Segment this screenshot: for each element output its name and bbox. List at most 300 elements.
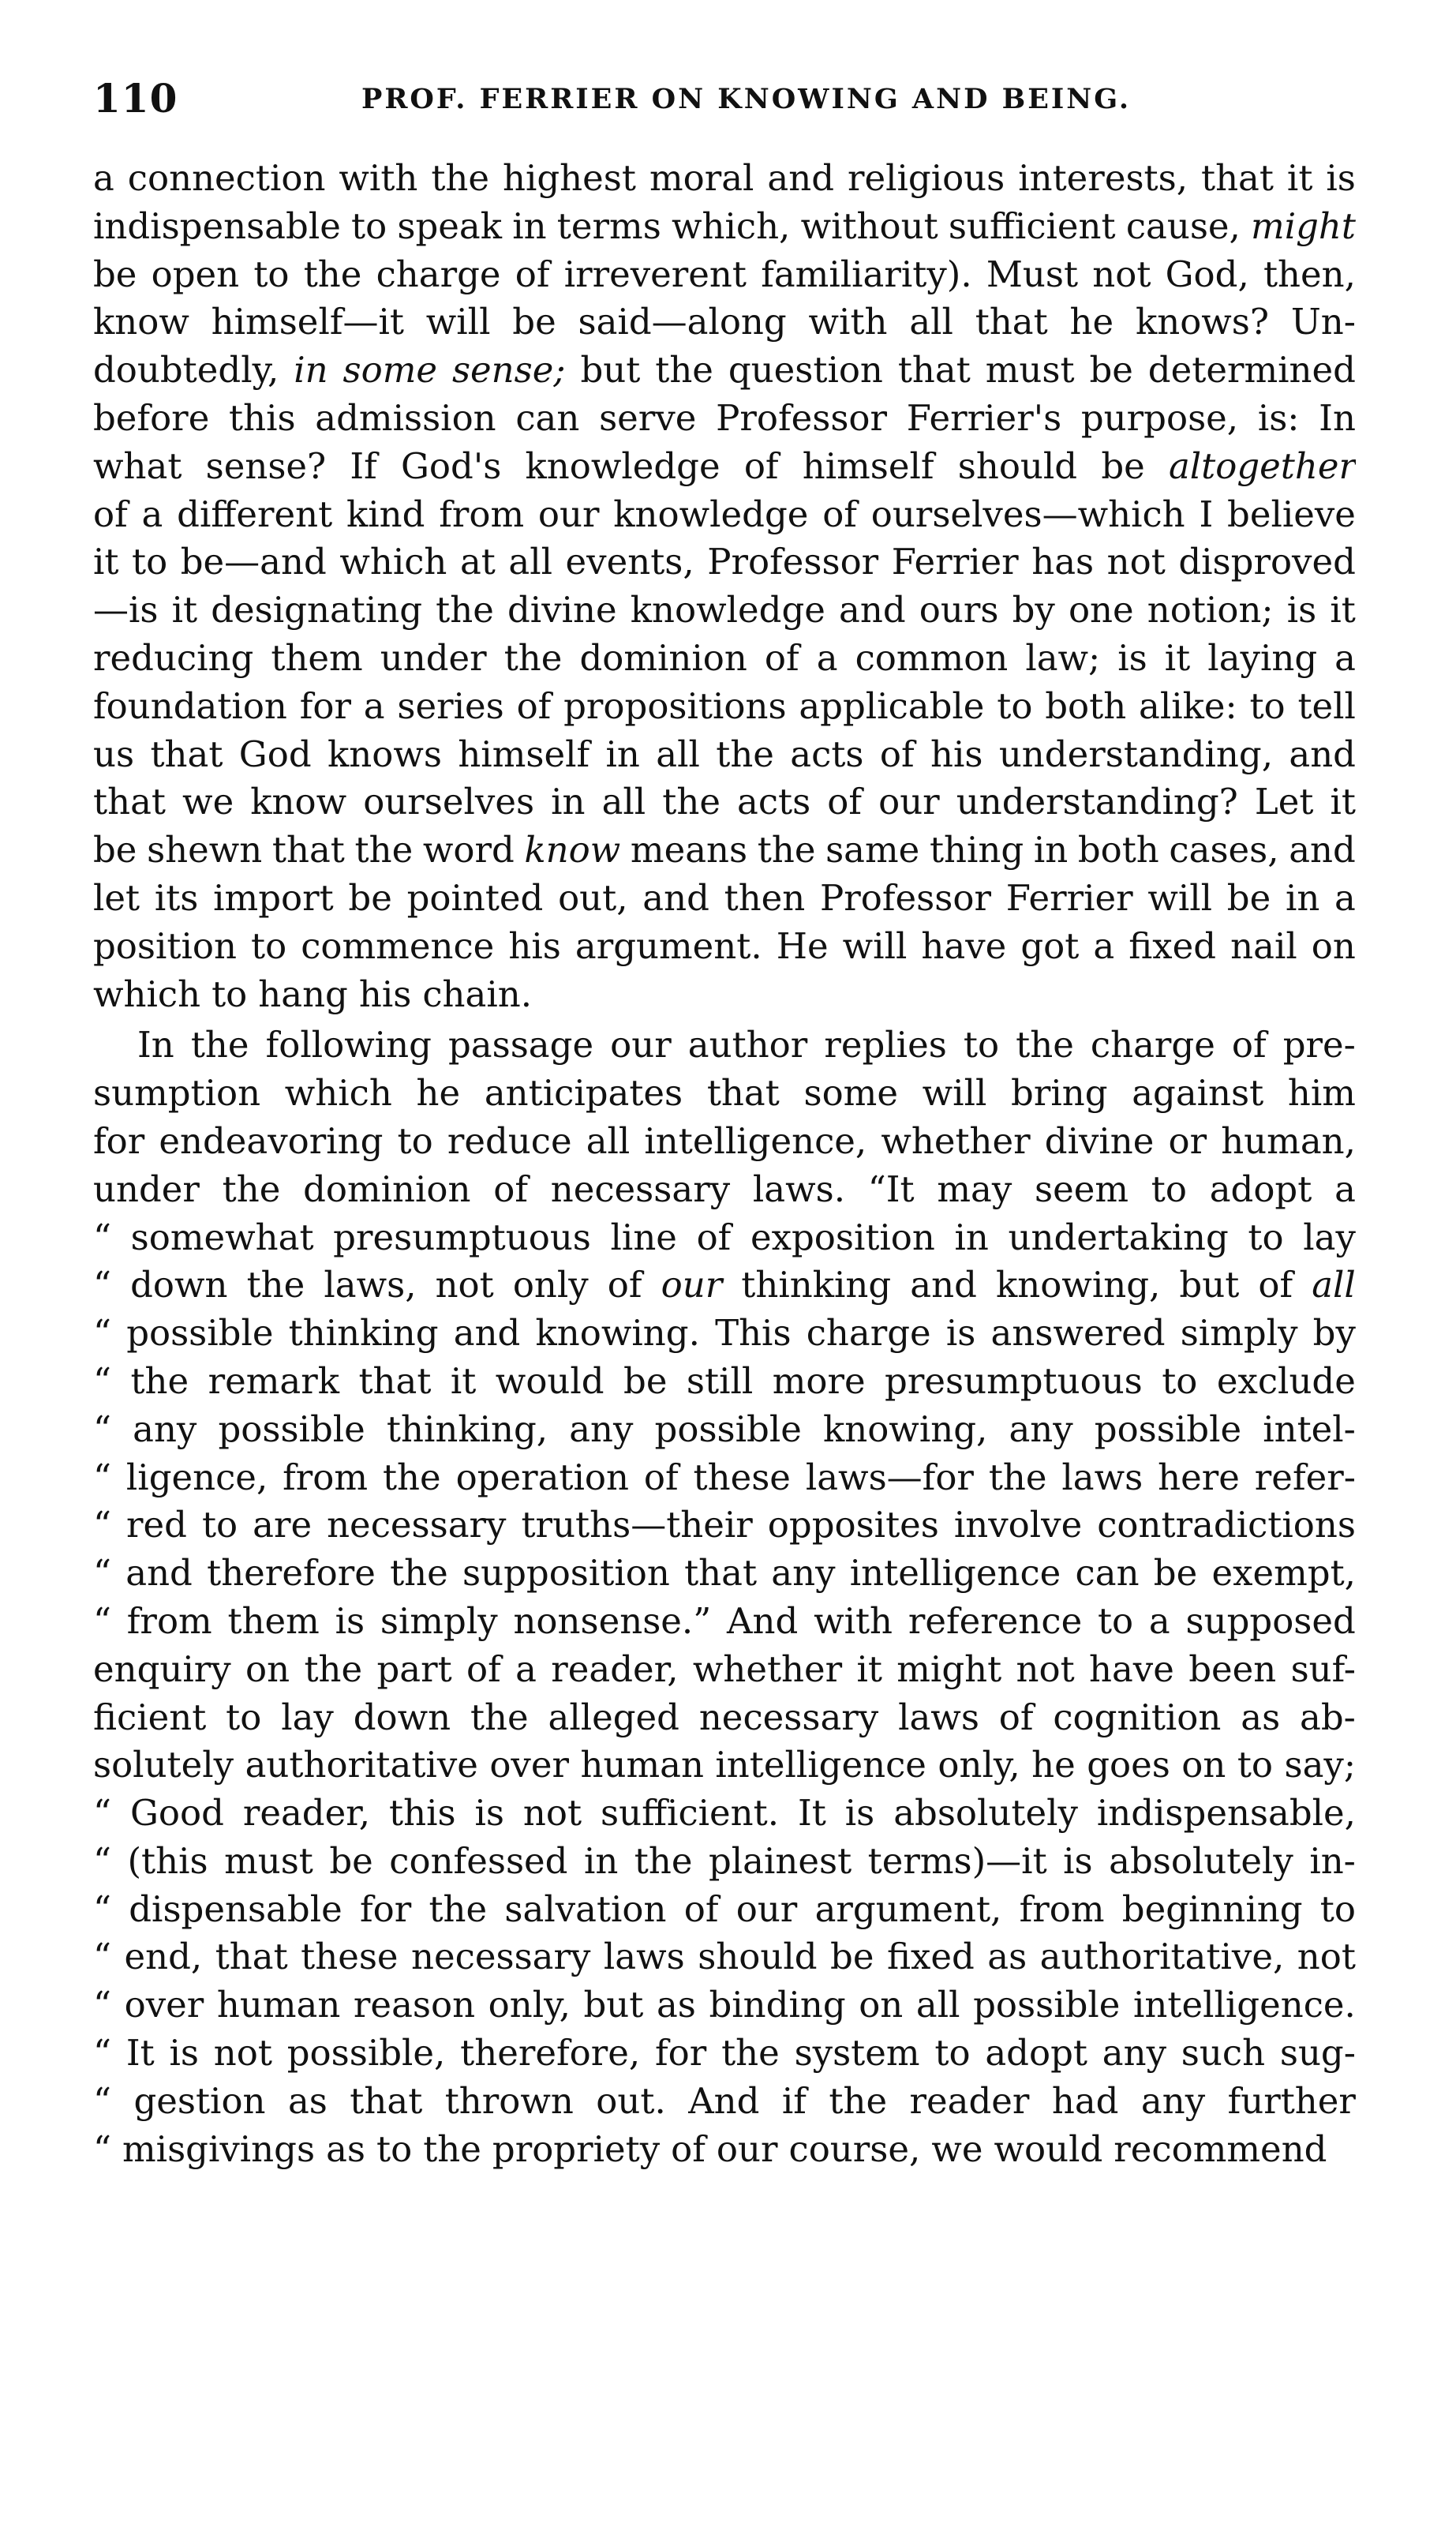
word: irreverent bbox=[563, 253, 747, 295]
text-line bbox=[93, 298, 1356, 347]
word: not bbox=[1106, 541, 1166, 583]
word: commence bbox=[301, 924, 495, 967]
text-line bbox=[93, 683, 1356, 731]
word: interests, bbox=[1018, 157, 1188, 199]
word: a bbox=[816, 636, 838, 679]
body-text bbox=[93, 155, 1356, 2173]
word: absolutely bbox=[893, 1792, 1078, 1835]
word: recommend bbox=[1114, 2127, 1327, 2170]
word: whether bbox=[881, 1119, 1031, 1162]
word: authoritative bbox=[245, 1744, 478, 1786]
word: one bbox=[1068, 589, 1134, 632]
word: series bbox=[397, 684, 504, 727]
text-line bbox=[93, 731, 1356, 779]
word: without bbox=[800, 204, 938, 247]
word: in bbox=[1033, 829, 1069, 871]
word: “ bbox=[93, 1407, 112, 1450]
word: this bbox=[229, 396, 296, 439]
word: human bbox=[580, 1744, 704, 1786]
word: be bbox=[1226, 876, 1271, 919]
word: the bbox=[222, 1168, 281, 1210]
word: presumptuous bbox=[333, 1216, 591, 1258]
word: still bbox=[686, 1359, 754, 1402]
text-line bbox=[93, 1070, 1356, 1118]
word: which bbox=[339, 541, 447, 583]
word: involve bbox=[953, 1504, 1083, 1546]
word: intelligence. bbox=[1133, 1984, 1356, 2026]
word: Let bbox=[1254, 781, 1314, 823]
word: to bbox=[351, 204, 387, 247]
word: will bbox=[1147, 876, 1213, 919]
word: “ bbox=[93, 1216, 112, 1258]
word: or bbox=[1168, 1119, 1207, 1162]
word: believe bbox=[1227, 493, 1356, 535]
word: course, bbox=[788, 2127, 921, 2170]
text-line bbox=[93, 1646, 1356, 1694]
word: possible bbox=[218, 1407, 365, 1450]
word: the bbox=[304, 1647, 363, 1690]
word: adopt bbox=[1209, 1168, 1312, 1210]
word: speak bbox=[397, 204, 503, 247]
word: “ bbox=[93, 2127, 112, 2170]
word: Professor bbox=[716, 396, 888, 439]
word: answered bbox=[990, 1312, 1166, 1355]
word: be bbox=[512, 301, 556, 343]
word: then, bbox=[1263, 253, 1356, 295]
word: him bbox=[1287, 1072, 1356, 1115]
word: that bbox=[150, 733, 223, 775]
word: in bbox=[605, 733, 640, 775]
text-line bbox=[93, 1166, 1356, 1214]
word: “ bbox=[93, 1984, 112, 2026]
word: against bbox=[1132, 1072, 1264, 1115]
word: out. bbox=[596, 2079, 666, 2122]
word: Ferrier bbox=[891, 541, 1019, 583]
text-line bbox=[93, 778, 1356, 826]
word: binding bbox=[709, 1984, 846, 2026]
word: reason bbox=[353, 1984, 476, 2026]
word: sufficient bbox=[948, 204, 1116, 247]
word: we bbox=[931, 2127, 983, 2170]
word: sug- bbox=[1279, 2032, 1356, 2075]
word: argument, bbox=[814, 1887, 1002, 1930]
word: indispensable, bbox=[1096, 1792, 1356, 1835]
word: in bbox=[294, 349, 328, 392]
word: law; bbox=[1025, 636, 1101, 679]
word: that bbox=[897, 349, 971, 392]
word: it bbox=[171, 589, 198, 632]
text-line bbox=[93, 203, 1356, 251]
word: only, bbox=[938, 1744, 1020, 1786]
word: Professor bbox=[707, 541, 879, 583]
word: God, bbox=[1165, 253, 1249, 295]
running-title: PROF. FERRIER ON KNOWING AND BEING. bbox=[361, 83, 1132, 115]
word: a bbox=[515, 1647, 537, 1690]
word: them bbox=[227, 1599, 320, 1642]
word: any bbox=[1140, 2079, 1206, 2122]
word: divine bbox=[1044, 1119, 1155, 1162]
word: cause, bbox=[1125, 204, 1241, 247]
word: all bbox=[915, 1984, 960, 2026]
word: confessed bbox=[389, 1839, 568, 1882]
word: acts bbox=[737, 781, 811, 823]
word: charge bbox=[376, 253, 501, 295]
word: the bbox=[382, 1456, 441, 1498]
word: the bbox=[303, 253, 362, 295]
word: got bbox=[1020, 924, 1080, 967]
text-line bbox=[93, 1694, 1356, 1742]
word: that bbox=[350, 2079, 423, 2122]
word: intel- bbox=[1263, 1407, 1356, 1450]
word: knows bbox=[328, 733, 442, 775]
word: of bbox=[516, 684, 552, 727]
text-line bbox=[93, 875, 1356, 923]
word: “ bbox=[93, 1792, 112, 1835]
word: charge bbox=[1090, 1024, 1215, 1066]
word: some bbox=[342, 349, 438, 392]
word: and bbox=[839, 589, 906, 632]
word: on bbox=[859, 1984, 904, 2026]
word: laying bbox=[1207, 636, 1318, 679]
word: he bbox=[1031, 1744, 1076, 1786]
word: as bbox=[987, 1936, 1027, 1978]
word: should bbox=[957, 444, 1078, 487]
word: which, bbox=[671, 204, 791, 247]
word: and bbox=[1289, 733, 1356, 775]
word: simply bbox=[1180, 1312, 1298, 1355]
word: goes bbox=[1087, 1744, 1170, 1786]
word: be bbox=[830, 1936, 874, 1978]
word: know bbox=[93, 301, 189, 343]
word: its bbox=[154, 876, 199, 919]
word: is bbox=[169, 2032, 199, 2075]
word: to bbox=[1162, 1359, 1198, 1402]
word: authoritative, bbox=[1039, 1936, 1285, 1978]
word: it bbox=[93, 541, 119, 583]
word: be bbox=[1089, 349, 1133, 392]
word: our bbox=[537, 493, 600, 535]
word: reference bbox=[908, 1599, 1083, 1642]
word: of bbox=[879, 733, 915, 775]
word: had bbox=[1051, 2079, 1119, 2122]
word: some bbox=[803, 1072, 898, 1115]
word: that bbox=[271, 829, 345, 871]
text-line bbox=[93, 2078, 1356, 2126]
word: thrown bbox=[444, 2079, 574, 2122]
word: sufficient. bbox=[601, 1792, 780, 1835]
word: the bbox=[721, 2032, 780, 2075]
word: of bbox=[998, 1696, 1034, 1738]
word: all bbox=[909, 301, 953, 343]
word: designating bbox=[211, 589, 423, 632]
word: of bbox=[93, 493, 128, 535]
word: reader, bbox=[242, 1792, 371, 1835]
word: to bbox=[226, 1696, 262, 1738]
word: of bbox=[683, 1887, 719, 1930]
text-line bbox=[93, 1214, 1356, 1262]
word: “ bbox=[93, 1887, 112, 1930]
word: have bbox=[1089, 1647, 1174, 1690]
word: under bbox=[93, 1168, 200, 1210]
word: be bbox=[623, 1359, 668, 1402]
word: the bbox=[190, 1024, 249, 1066]
word: means bbox=[630, 829, 748, 871]
text-line bbox=[93, 971, 1356, 1019]
word: —is bbox=[93, 589, 159, 632]
word: that bbox=[215, 1936, 288, 1978]
word: cases, bbox=[1169, 829, 1279, 871]
word: indispensable bbox=[93, 204, 341, 247]
word: himself bbox=[802, 444, 934, 487]
word: part bbox=[376, 1647, 452, 1690]
word: system bbox=[794, 2032, 920, 2075]
word: admission bbox=[315, 396, 496, 439]
word: but bbox=[583, 1984, 644, 2026]
word: “It bbox=[867, 1168, 915, 1210]
word: anticipates bbox=[484, 1072, 683, 1115]
word: and bbox=[767, 157, 835, 199]
word: determined bbox=[1147, 349, 1356, 392]
word: the bbox=[470, 1696, 529, 1738]
word: of bbox=[696, 1216, 732, 1258]
word: of bbox=[764, 636, 799, 679]
word: all bbox=[601, 781, 646, 823]
word: any bbox=[771, 1552, 836, 1595]
word: the bbox=[423, 2127, 481, 2170]
word: end, bbox=[124, 1936, 203, 1978]
word: “ bbox=[93, 1839, 112, 1882]
word: it bbox=[1286, 157, 1313, 199]
word: it bbox=[856, 1647, 882, 1690]
text-line bbox=[93, 1261, 1356, 1310]
word: purpose, bbox=[1080, 396, 1239, 439]
word: from bbox=[126, 1599, 212, 1642]
word: has bbox=[1031, 541, 1095, 583]
word: laws. bbox=[752, 1168, 846, 1210]
word: a bbox=[363, 684, 385, 727]
word: his bbox=[508, 924, 561, 967]
page-number: 110 bbox=[93, 75, 178, 122]
word: not bbox=[522, 1792, 582, 1835]
word: Ferrier's bbox=[906, 396, 1062, 439]
word: let bbox=[93, 876, 140, 919]
word: laws bbox=[1061, 1456, 1143, 1498]
word: is bbox=[1117, 636, 1147, 679]
word: the bbox=[634, 1839, 693, 1882]
word: foundation bbox=[93, 684, 287, 727]
text-line bbox=[93, 1790, 1356, 1838]
word: of bbox=[743, 444, 779, 487]
word: them bbox=[271, 636, 363, 679]
word: fixed bbox=[1128, 924, 1217, 967]
text-line bbox=[93, 1981, 1356, 2030]
word: thinking bbox=[741, 1264, 892, 1306]
word: to bbox=[1248, 1216, 1284, 1258]
word: word bbox=[422, 829, 515, 871]
word: our bbox=[716, 2127, 778, 2170]
word: reader bbox=[909, 2079, 1030, 2122]
running-head bbox=[93, 71, 1356, 126]
word: divine bbox=[507, 589, 617, 632]
word: in- bbox=[1309, 1839, 1356, 1882]
word: intelligence bbox=[715, 1744, 926, 1786]
word: (this bbox=[127, 1839, 208, 1882]
word: know bbox=[250, 781, 347, 823]
word: remark bbox=[208, 1359, 340, 1402]
word: not bbox=[435, 1264, 494, 1306]
word: said—along bbox=[578, 301, 787, 343]
word: the bbox=[429, 1887, 488, 1930]
word: should bbox=[698, 1936, 818, 1978]
word: that bbox=[975, 301, 1048, 343]
word: to bbox=[934, 2032, 971, 2075]
word: enquiry bbox=[93, 1647, 231, 1690]
word: knowledge bbox=[613, 493, 809, 535]
word: laws—for bbox=[805, 1456, 974, 1498]
word: replies bbox=[824, 1024, 947, 1066]
word: will bbox=[842, 924, 908, 967]
word: for bbox=[93, 1119, 145, 1162]
word: seem bbox=[1035, 1168, 1129, 1210]
word: applicable bbox=[799, 684, 985, 727]
word: our bbox=[878, 781, 940, 823]
word: over bbox=[124, 1984, 204, 2026]
word: knowing. bbox=[535, 1312, 700, 1355]
word: any bbox=[133, 1407, 197, 1450]
word: on bbox=[245, 1647, 290, 1690]
word: from bbox=[283, 1456, 369, 1498]
text-line bbox=[93, 2030, 1356, 2078]
word: to bbox=[132, 541, 168, 583]
word: adopt bbox=[985, 2032, 1087, 2075]
word: which bbox=[93, 973, 201, 1015]
word: be bbox=[93, 829, 137, 871]
text-line bbox=[93, 826, 1356, 875]
word: from bbox=[1019, 1887, 1105, 1930]
word: shewn bbox=[147, 829, 263, 871]
word: He bbox=[776, 924, 829, 967]
word: laws bbox=[603, 1936, 685, 1978]
word: the bbox=[503, 636, 563, 679]
word: possible bbox=[654, 1407, 802, 1450]
text-line bbox=[93, 923, 1356, 971]
word: the bbox=[716, 733, 774, 775]
word: it bbox=[1164, 636, 1191, 679]
word: “ bbox=[93, 1504, 112, 1546]
paragraph bbox=[93, 155, 1356, 1018]
word: human bbox=[216, 1984, 341, 2026]
word: will bbox=[922, 1072, 987, 1115]
word: It bbox=[797, 1792, 826, 1835]
word: but bbox=[580, 349, 641, 392]
word: In bbox=[137, 1024, 174, 1066]
word: the bbox=[757, 829, 816, 871]
word: the bbox=[988, 1456, 1047, 1498]
word: himself—it bbox=[211, 301, 404, 343]
word: his bbox=[358, 973, 412, 1015]
word: doubtedly, bbox=[93, 349, 279, 392]
word: undertaking bbox=[1008, 1216, 1229, 1258]
word: possible bbox=[126, 1312, 274, 1355]
word: as bbox=[287, 2079, 328, 2122]
word: to bbox=[1151, 1168, 1187, 1210]
word: knowledge bbox=[525, 444, 721, 487]
word: intelligence, bbox=[644, 1119, 867, 1162]
word: and bbox=[1289, 829, 1356, 871]
word: different bbox=[177, 493, 333, 535]
text-line bbox=[93, 635, 1356, 683]
word: terms bbox=[556, 204, 661, 247]
word: in bbox=[954, 1216, 989, 1258]
word: as bbox=[1241, 1696, 1281, 1738]
word: propriety bbox=[492, 2127, 661, 2170]
word: possible bbox=[973, 1984, 1121, 2026]
word: that bbox=[358, 1359, 432, 1402]
word: be bbox=[348, 876, 392, 919]
word: all bbox=[586, 1119, 631, 1162]
word: of bbox=[1258, 1264, 1293, 1306]
word: for bbox=[655, 2032, 707, 2075]
word: any bbox=[1102, 2032, 1166, 2075]
word: God bbox=[238, 733, 312, 775]
word: in bbox=[583, 1839, 619, 1882]
word: of bbox=[1231, 1024, 1267, 1066]
word: I bbox=[1199, 493, 1214, 535]
word: ab- bbox=[1300, 1696, 1356, 1738]
word: nonsense.” bbox=[513, 1599, 712, 1642]
word: And bbox=[688, 2079, 760, 2122]
word: acts bbox=[790, 733, 864, 775]
word: “ bbox=[93, 2079, 112, 2122]
word: kind bbox=[346, 493, 425, 535]
word: would bbox=[994, 2127, 1103, 2170]
word: is bbox=[335, 1599, 365, 1642]
word: common bbox=[855, 636, 1009, 679]
word: as bbox=[326, 2127, 365, 2170]
word: sumption bbox=[93, 1072, 261, 1115]
word: might bbox=[1251, 204, 1356, 247]
word: is bbox=[1326, 157, 1356, 199]
word: ours bbox=[919, 589, 999, 632]
word: knowledge bbox=[630, 589, 825, 632]
word: not bbox=[1016, 1647, 1075, 1690]
text-line bbox=[93, 1501, 1356, 1550]
word: be—and bbox=[180, 541, 327, 583]
word: same bbox=[825, 829, 920, 871]
word: this bbox=[389, 1792, 456, 1835]
word: be bbox=[93, 253, 137, 295]
word: “ bbox=[93, 1456, 112, 1498]
word: to bbox=[1319, 1887, 1356, 1930]
word: it bbox=[1330, 781, 1356, 823]
word: to bbox=[211, 973, 248, 1015]
word: reducing bbox=[93, 636, 254, 679]
word: religious bbox=[847, 157, 1005, 199]
word: thinking bbox=[288, 1312, 439, 1355]
word: to bbox=[963, 1024, 1000, 1066]
word: to bbox=[1097, 1599, 1134, 1642]
word: such bbox=[1181, 2032, 1266, 2075]
word: serve bbox=[599, 396, 697, 439]
word: fixed bbox=[886, 1936, 975, 1978]
word: down bbox=[353, 1696, 451, 1738]
word: might bbox=[896, 1647, 1002, 1690]
word: what bbox=[93, 444, 182, 487]
word: for bbox=[359, 1887, 412, 1930]
word: our bbox=[735, 1887, 798, 1930]
word: ourselves—which bbox=[870, 493, 1185, 535]
word: supposed bbox=[1185, 1599, 1356, 1642]
